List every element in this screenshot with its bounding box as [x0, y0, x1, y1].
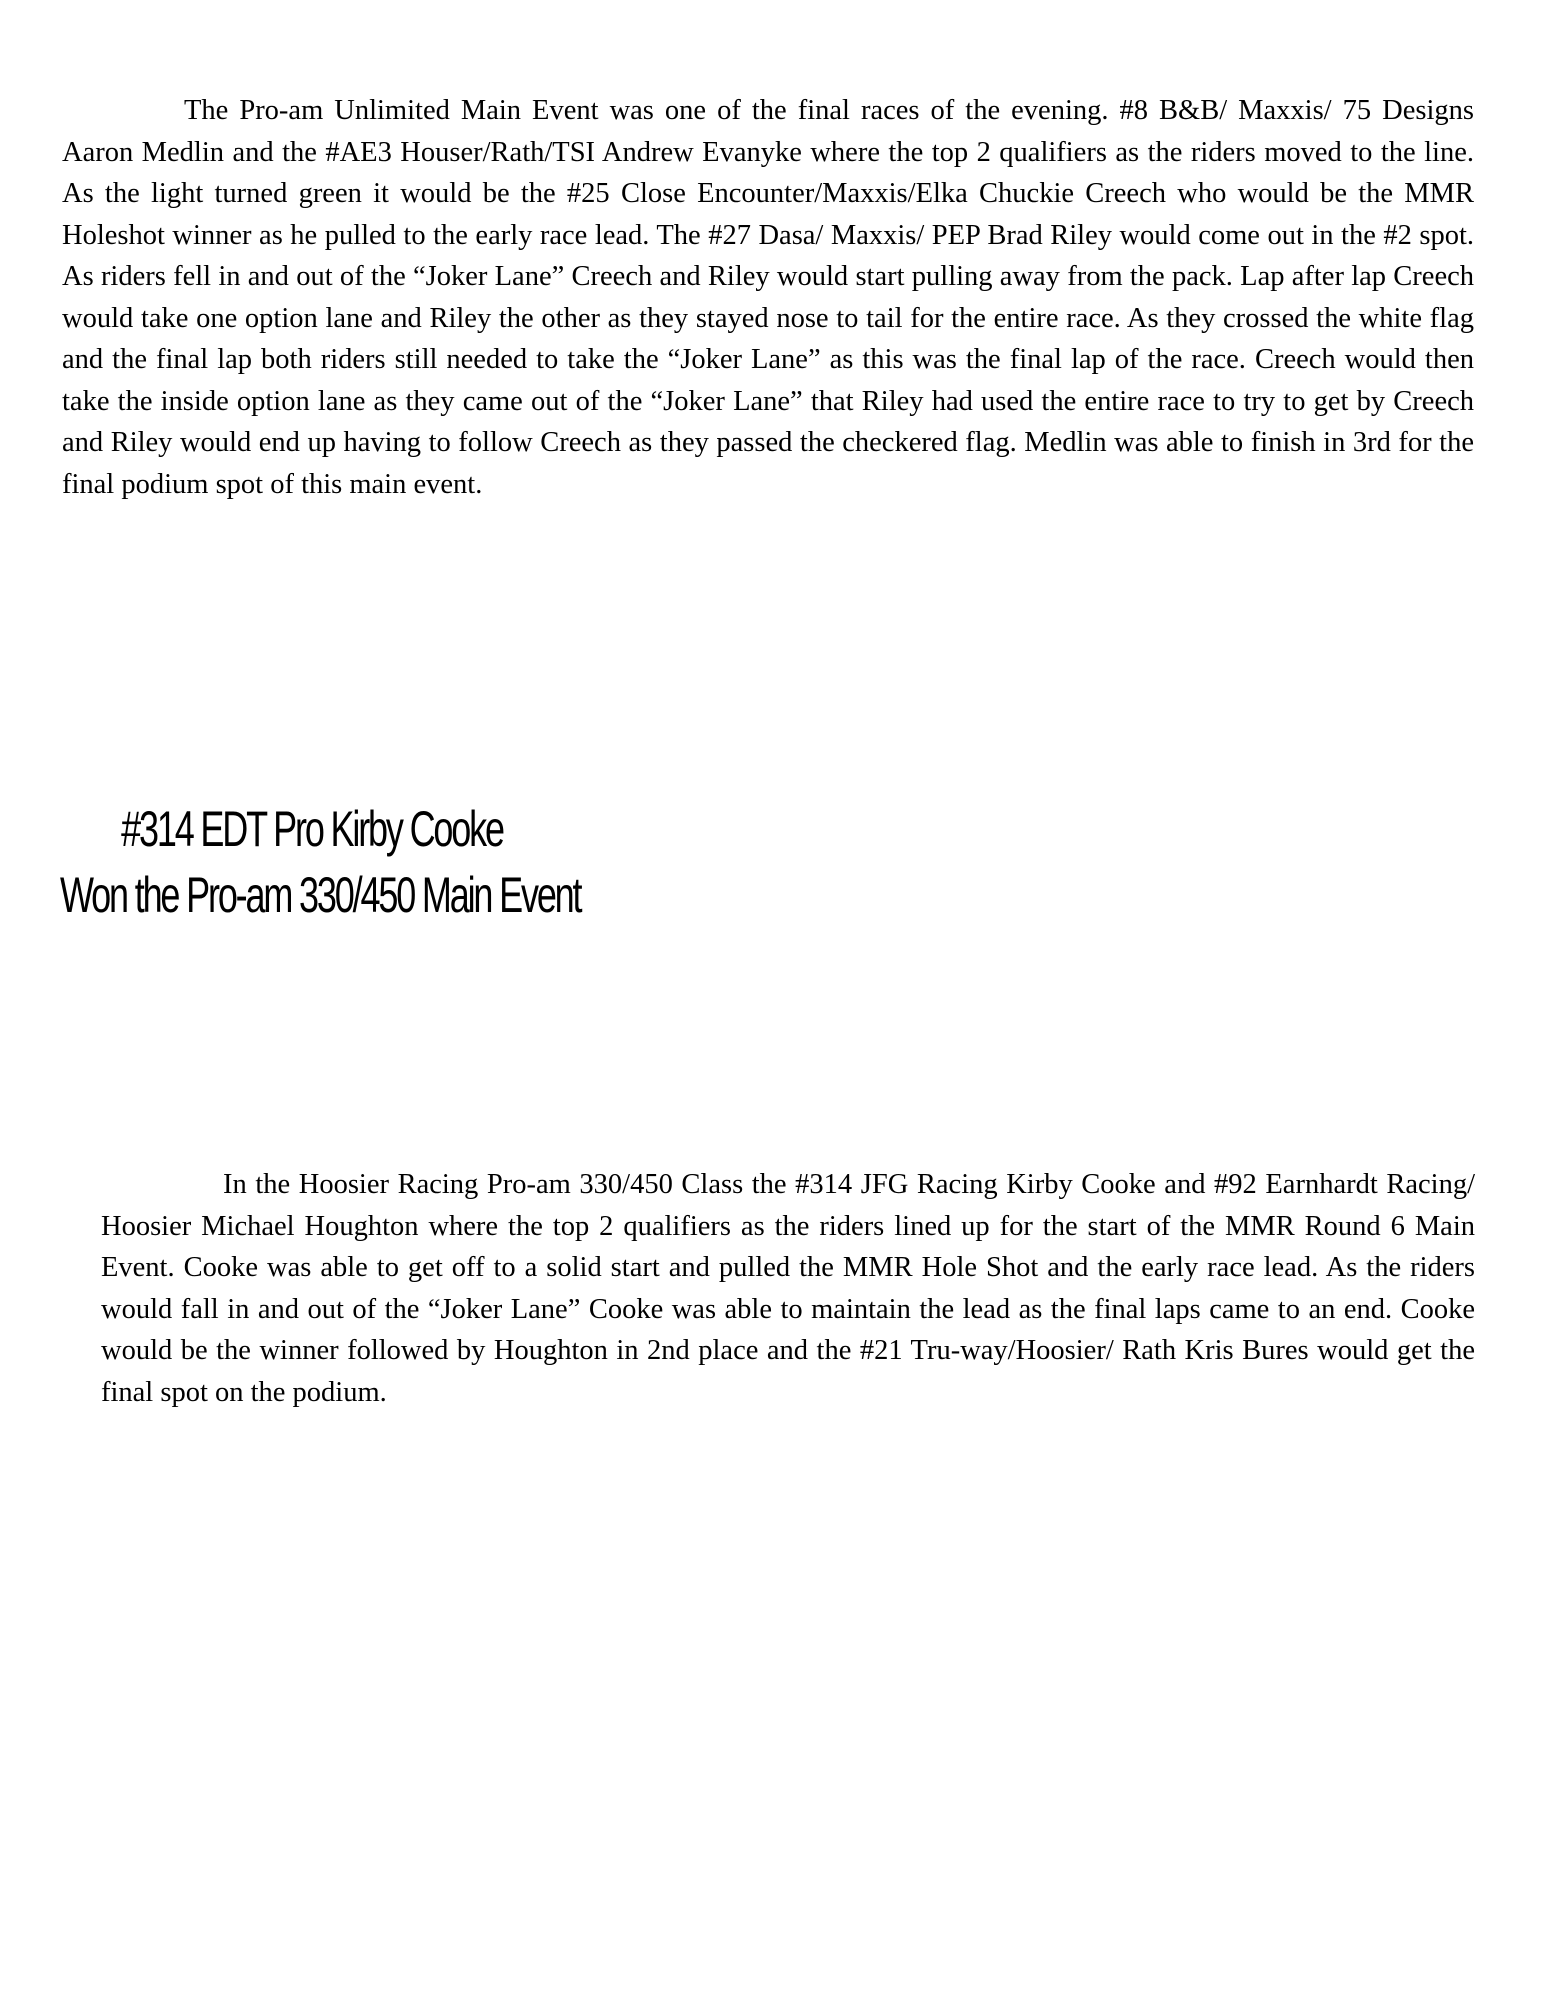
photo-caption-line-2: Won the Pro-am 330/450 Main Event: [60, 867, 581, 923]
photo-caption: [60, 796, 581, 928]
race-report-paragraph-330-450: In the Hoosier Racing Pro-am 330/450 Class the #314 JFG Racing Kirby Cooke and #92 Earnhardt Racing/ Hoosier Michael Houghton where the top 2 qualifiers as the riders lined up for the start of the MMR Round 6 Main Event. Cooke was able to get off to a solid start and pulled the MMR Hole Shot and the early race lead. As the riders would fall in and out of the “Joker Lane” Cooke was able to maintain the lead as the final laps came to an end. Cooke would be the winner followed by Houghton in 2nd place and the #21 Tru-way/Hoosier/ Rath Kris Bures would get the final spot on the podium.: [101, 1169, 1475, 1408]
photo-caption-line-1: #314 EDT Pro Kirby Cooke: [121, 801, 503, 857]
race-report-paragraph-unlimited: The Pro-am Unlimited Main Event was one of the final races of the evening. #8 B&B/ Maxxis/ 75 Designs Aaron Medlin and the #AE3 Houser/Rath/TSI Andrew Evanyke where the top 2 qualifiers as the riders moved to the line. As the light turned green it would be the #25 Close Encounter/Maxxis/Elka Chuckie Creech who would be the MMR Holeshot winner as he pulled to the early race lead. The #27 Dasa/ Maxxis/ PEP Brad Riley would come out in the #2 spot. As riders fell in and out of the “Joker Lane” Creech and Riley would start pulling away from the pack. Lap after lap Creech would take one option lane and Riley the other as they stayed nose to tail for the entire race. As they crossed the white flag and the final lap both riders still needed to take the “Joker Lane” as this was the final lap of the race. Creech would then take the inside option lane as they came out of the “Joker Lane” that Riley had used the entire race to try to get by Creech and Riley would end up having to follow Creech as they passed the checkered flag. Medlin was able to finish in 3rd for the final podium spot of this main event.: [62, 95, 1474, 500]
